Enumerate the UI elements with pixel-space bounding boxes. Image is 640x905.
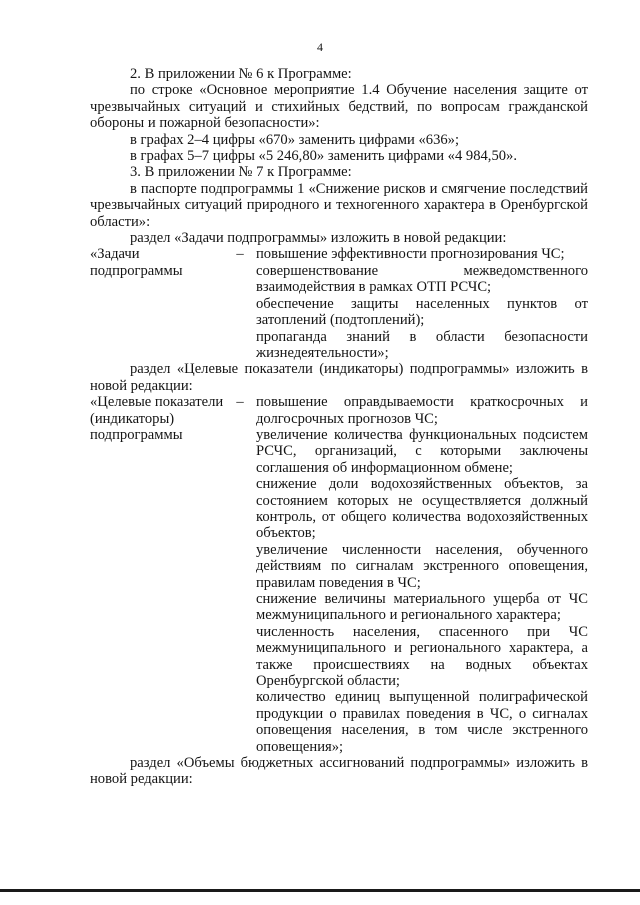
- indicators-item: увеличение количества функциональных подсистем РСЧС, организаций, с которыми заключены соглашения об информационном обмене;: [256, 426, 588, 476]
- paragraph-columns-5-7: в графах 5–7 цифры «5 246,80» заменить цифрами «4 984,50».: [130, 148, 517, 165]
- indicators-item: численность населения, спасенного при ЧС межмуниципального и регионального характера, а также происшествиях на водных объектах Оренбургской области;: [256, 623, 588, 690]
- paragraph-passport: в паспорте подпрограммы 1 «Снижение рисков и смягчение последствий чрезвычайных ситуаций природного и техногенного характера в Оренбургской области»:: [90, 180, 588, 230]
- bottom-rule: [0, 889, 640, 892]
- tasks-dash: –: [236, 246, 244, 263]
- tasks-item: совершенствование межведомственного взаимодействия в рамках ОТП РСЧС;: [256, 262, 588, 296]
- tasks-item: пропаганда знаний в области безопасности жизнедеятельности»;: [256, 328, 588, 361]
- indicators-item: увеличение численности населения, обученного действиям по сигналам экстренного оповещения, правилам поведения в ЧС;: [256, 541, 588, 591]
- indicators-item: количество единиц выпущенной полиграфической продукции о правилах поведения в ЧС, о сигналах оповещения населения, в том числе экстренного оповещения»;: [256, 689, 588, 755]
- tasks-label: «Задачи подпрограммы: [90, 246, 183, 279]
- paragraph-columns-2-4: в графах 2–4 цифры «670» заменить цифрами «636»;: [130, 131, 460, 148]
- page-number: 4: [317, 40, 323, 54]
- paragraph-appendix-6: 2. В приложении № 6 к Программе:: [130, 66, 352, 82]
- indicators-items: [248, 394, 588, 755]
- document-body: [90, 66, 588, 788]
- tasks-items: [248, 246, 588, 361]
- paragraph-budget-section: раздел «Объемы бюджетных ассигнований подпрограммы» изложить в новой редакции:: [90, 755, 588, 788]
- indicators-item: снижение величины материального ущерба от ЧС межмуниципального и регионального характера;: [256, 591, 588, 624]
- tasks-item: обеспечение защиты населенных пунктов от затоплений (подтоплений);: [256, 295, 588, 329]
- indicators-block: [90, 394, 588, 755]
- indicators-dash: –: [236, 394, 244, 411]
- tasks-item: повышение эффективности прогнозирования ЧС;: [256, 246, 565, 263]
- indicators-item: повышение оправдываемости краткосрочных и долгосрочных прогнозов ЧС;: [256, 394, 588, 427]
- indicators-label: «Целевые показатели (индикаторы) подпрограммы: [90, 394, 224, 443]
- paragraph-indicators-section: раздел «Целевые показатели (индикаторы) подпрограммы» изложить в новой редакции:: [90, 361, 588, 394]
- paragraph-tasks-section: раздел «Задачи подпрограммы» изложить в новой редакции:: [130, 230, 507, 247]
- tasks-block: [90, 246, 588, 361]
- paragraph-row-1-4: по строке «Основное мероприятие 1.4 Обучение населения защите от чрезвычайных ситуаций и стихийных бедствий, по вопросам гражданской обороны и пожарной безопасности»:: [90, 82, 588, 132]
- paragraph-appendix-7: 3. В приложении № 7 к Программе:: [130, 164, 352, 181]
- indicators-item: снижение доли водохозяйственных объектов, за состоянием которых не осуществляется должный контроль, от общего количества водохозяйственных объектов;: [256, 476, 588, 542]
